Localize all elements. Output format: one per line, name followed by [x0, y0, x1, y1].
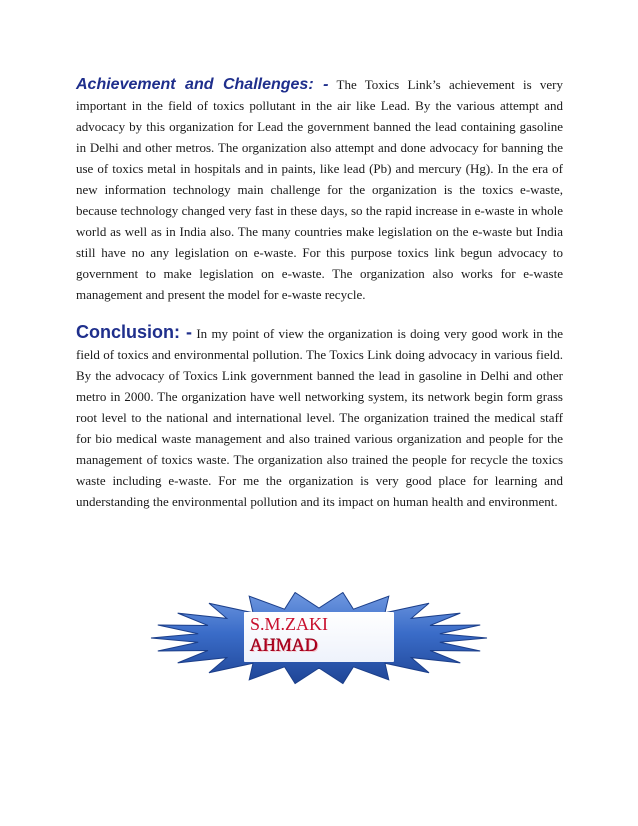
conclusion-heading: Conclusion: - [76, 322, 193, 342]
author-name-line-1: S.M.ZAKI [250, 614, 329, 634]
achievement-section [76, 74, 563, 305]
conclusion-section [76, 322, 563, 512]
author-badge [148, 592, 490, 688]
starburst-banner-shape [148, 592, 490, 688]
achievement-heading: Achievement and Challenges: - [76, 76, 329, 93]
author-name-line-2: AHMAD [250, 635, 319, 655]
achievement-text: The Toxics Link’s achievement is very important in the field of toxics pollutant in the air like Lead. By the various attempt and advocacy by this organization for Lead the government banned the lead containing gasoline in Delhi and other metros. The organization also attempt and done advocacy for banning the use of toxics metal in hospitals and in paints, like lead (Pb) and mercury (Hg). In the era of new information technology main challenge for the organization is the toxics e-waste, because technology changed very fast in these days, so the rapid increase in e-waste in whole world as well as in India also. The many countries make legislation on the e-waste but India still have no any legislation on e-waste. For this purpose toxics link begun advocacy to government to make legislation on e-waste. The organization also works for e-waste management and present the model for e-waste recycle. [76, 77, 564, 302]
conclusion-text: In my point of view the organization is doing very good work in the field of toxics and environmental pollution. The Toxics Link doing advocacy in various field. By the advocacy of Toxics Link government banned the lead in gasoline in Delhi and other metro in 2000. The organization have well networking system, its network begin form grass root level to the national and international level. The organization trained the medical staff for bio medical waste management and also trained various organization and people for the management of toxics waste. The organization also trained the people for recycle the toxics waste including e-waste. For me the organization is very good place for learning and understanding the environmental pollution and its impact on human health and environment. [76, 326, 564, 509]
